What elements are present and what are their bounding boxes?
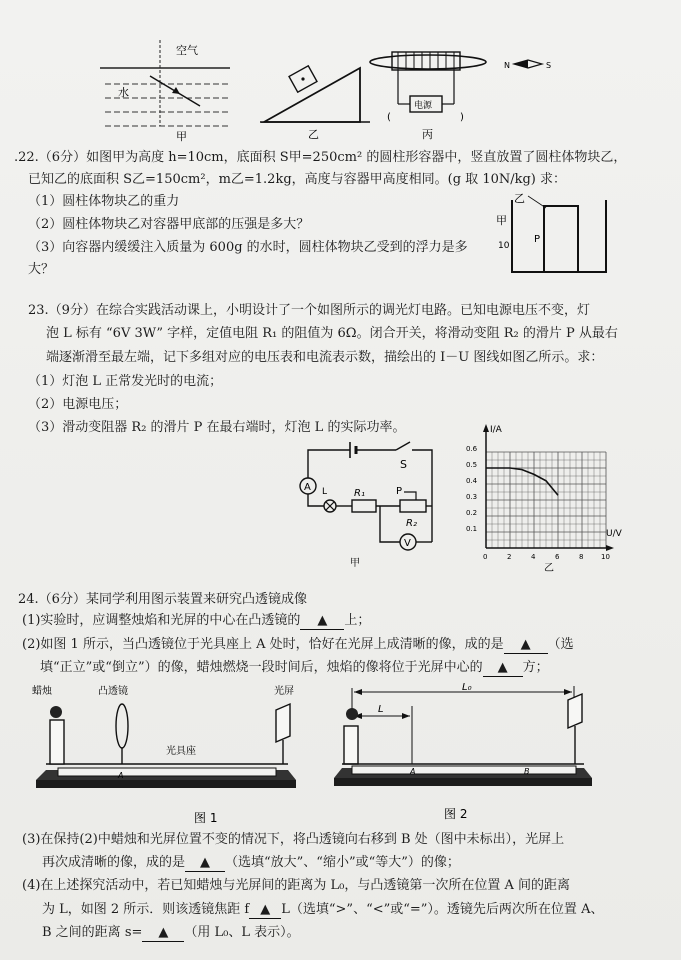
q22-container-figure bbox=[494, 186, 614, 276]
q22-sub2: （2）圆柱体物块乙对容器甲底部的压强是多大？ bbox=[28, 217, 310, 232]
lens-label: 凸透镜 bbox=[98, 686, 128, 697]
xtick-label: 10 bbox=[601, 553, 610, 561]
q24-sub2b-text: 填“正立”或“倒立”）的像，蜡烛燃烧一段时间后，烛焰的像将位于光屏中心的 bbox=[40, 660, 483, 675]
paren-left-label: ( bbox=[387, 112, 391, 123]
q24-sub3b-tail: （选填“放大”、“缩小”或“等大”）的像； bbox=[225, 855, 460, 870]
ytick-label: 0.5 bbox=[466, 461, 478, 469]
q24-sub2-tail: （选 bbox=[547, 637, 574, 652]
figure-electromagnet bbox=[370, 52, 551, 141]
ammeter-label: A bbox=[304, 482, 311, 493]
q24-sub3: (3)在保持(2)中蜡烛和光屏位置不变的情况下，将凸透镜向右移到 B 处（图中未标出），光屏上 bbox=[22, 832, 565, 847]
figure-refraction bbox=[100, 40, 230, 143]
xtick-label: 2 bbox=[507, 553, 512, 561]
q24-sub4b-tail: L（选填“>”、“<”或“=”）。透镜先后两次所在位置 A、 bbox=[281, 902, 604, 917]
q24-sub2 bbox=[22, 637, 574, 654]
q24-sub4c-text: B 之间的距离 s= bbox=[42, 925, 143, 940]
graph-yticks bbox=[466, 445, 478, 533]
answer-blank bbox=[142, 925, 184, 942]
q24-sub1-tail: 上； bbox=[344, 613, 371, 628]
q24-sub4c-tail: （用 L₀、L 表示）。 bbox=[184, 925, 300, 940]
compass-s-label: S bbox=[546, 61, 552, 70]
xtick-label: 0 bbox=[483, 553, 488, 561]
r1-label: R₁ bbox=[354, 488, 365, 499]
answer-blank bbox=[249, 902, 281, 919]
q24-sub3b bbox=[42, 855, 460, 872]
bench-label: 光具座 bbox=[166, 746, 196, 757]
q23-sub2: （2）电源电压； bbox=[28, 397, 128, 412]
answer-blank bbox=[483, 660, 523, 677]
graph-ylabel: I/A bbox=[490, 425, 502, 435]
answer-blank bbox=[504, 637, 548, 654]
figure1-caption: 图 1 bbox=[194, 811, 218, 825]
l-label: L bbox=[378, 704, 384, 715]
q24-sub4c bbox=[42, 925, 300, 942]
slider-p-label: P bbox=[396, 486, 403, 497]
answer-blank bbox=[185, 855, 225, 872]
circuit-caption: 甲 bbox=[350, 558, 360, 568]
figure-c-caption: 丙 bbox=[422, 128, 433, 141]
q24-figure1 bbox=[26, 680, 316, 830]
q22-sub1: （1）圆柱体物块乙的重力 bbox=[28, 194, 180, 209]
figure-a-caption: 甲 bbox=[176, 130, 187, 143]
candle-label: 蜡烛 bbox=[32, 686, 52, 697]
l0-label: L₀ bbox=[462, 682, 472, 693]
q23-line1: 23.（9分）在综合实践活动课上，小明设计了一个如图所示的调光灯电路。已知电源电压不变，灯 bbox=[28, 303, 590, 318]
fig2-position-a-label: A bbox=[410, 767, 416, 776]
q22-fig-label-10: 10 bbox=[498, 241, 510, 251]
q24-sub1-text: (1)实验时，应调整烛焰和光屏的中心在凸透镜的 bbox=[22, 613, 301, 628]
graph-xlabel: U/V bbox=[606, 529, 622, 539]
q24-figure2 bbox=[328, 676, 646, 826]
ytick-label: 0.6 bbox=[466, 445, 478, 453]
figure-b-caption: 乙 bbox=[308, 128, 319, 141]
q23-iu-graph bbox=[460, 420, 630, 572]
q22-sub3: （3）向容器内缓缓注入质量为 600g 的水时，圆柱体物块乙受到的浮力是多 bbox=[28, 240, 468, 255]
q24-line1: 24.（6分）某同学利用图示装置来研究凸透镜成像 bbox=[18, 592, 307, 607]
blank-triangle-icon: ▲ bbox=[520, 637, 531, 652]
water-label: 水 bbox=[118, 86, 129, 99]
voltmeter-label: V bbox=[404, 538, 411, 549]
ytick-label: 0.3 bbox=[466, 493, 478, 501]
q22-fig-label-yi: 乙 bbox=[514, 192, 525, 205]
q24-sub4b-text: 为 L，如图 2 所示．则该透镜焦距 f bbox=[42, 902, 250, 917]
q23-sub1: （1）灯泡 L 正常发光时的电流； bbox=[28, 374, 223, 389]
q22-sub3-end: 大？ bbox=[28, 262, 55, 277]
switch-label: S bbox=[400, 458, 407, 471]
q22-fig-label-p: P bbox=[534, 234, 541, 245]
position-a-label: A bbox=[118, 771, 124, 780]
air-label: 空气 bbox=[176, 44, 198, 57]
ytick-label: 0.1 bbox=[466, 525, 478, 533]
blank-triangle-icon: ▲ bbox=[200, 855, 211, 870]
q24-sub4: (4)在上述探究活动中，若已知蜡烛与光屏间的距离为 L₀，与凸透镜第一次所在位置 A 间的距离 bbox=[22, 878, 571, 893]
q22-line2: 已知乙的底面积 S乙=150cm²，m乙=1.2kg，高度与容器甲高度相同。(g 取 10N/kg) 求： bbox=[28, 172, 567, 187]
graph-xticks bbox=[483, 553, 610, 561]
blank-triangle-icon: ▲ bbox=[317, 613, 328, 628]
q24-sub2-text: (2)如图 1 所示，当凸透镜位于光具座上 A 处时，恰好在光屏上成清晰的像，成的是 bbox=[22, 637, 504, 652]
ytick-label: 0.2 bbox=[466, 509, 478, 517]
screen-label: 光屏 bbox=[274, 686, 294, 697]
q24-sub2b-tail: 方； bbox=[522, 660, 549, 675]
figure-incline bbox=[260, 66, 370, 141]
graph-caption: 乙 bbox=[544, 563, 554, 572]
blank-triangle-icon: ▲ bbox=[497, 660, 508, 675]
figure2-caption: 图 2 bbox=[444, 807, 468, 821]
lamp-label: L bbox=[322, 487, 328, 497]
q24-sub2b bbox=[40, 660, 549, 677]
blank-triangle-icon: ▲ bbox=[158, 925, 169, 940]
paren-right-label: ) bbox=[460, 112, 464, 123]
xtick-label: 6 bbox=[555, 553, 560, 561]
q22-line1: .22.（6分）如图甲为高度 h=10cm，底面积 S甲=250cm² 的圆柱形容器中，竖直放置了圆柱体物块乙， bbox=[14, 150, 627, 165]
q22-fig-label-jia: 甲 bbox=[496, 214, 507, 227]
q23-sub3: （3）滑动变阻器 R₂ 的滑片 P 在最右端时，灯泡 L 的实际功率。 bbox=[28, 420, 406, 435]
compass-n-label: N bbox=[504, 61, 510, 70]
graph-grid bbox=[486, 452, 606, 548]
xtick-label: 8 bbox=[579, 553, 584, 561]
power-label: 电源 bbox=[414, 101, 433, 111]
q23-circuit bbox=[292, 436, 452, 568]
q23-line2: 泡 L 标有 “6V 3W” 字样，定值电阻 R₁ 的阻值为 6Ω。闭合开关，将滑动变阻 R₂ 的滑片 P 从最右 bbox=[46, 326, 618, 341]
ytick-label: 0.4 bbox=[466, 477, 478, 485]
blank-triangle-icon: ▲ bbox=[260, 902, 271, 917]
q24-sub4b bbox=[42, 902, 603, 919]
answer-blank bbox=[300, 613, 344, 630]
fig2-position-b-label: B bbox=[524, 767, 530, 776]
top-figures bbox=[80, 38, 600, 144]
xtick-label: 4 bbox=[531, 553, 536, 561]
q24-sub1 bbox=[22, 613, 370, 630]
r2-label: R₂ bbox=[406, 518, 417, 529]
q23-line3: 端逐渐滑至最左端，记下多组对应的电压表和电流表示数，描绘出的 I－U 图线如图乙所示。求： bbox=[46, 350, 604, 365]
q24-sub3b-text: 再次成清晰的像，成的是 bbox=[42, 855, 186, 870]
